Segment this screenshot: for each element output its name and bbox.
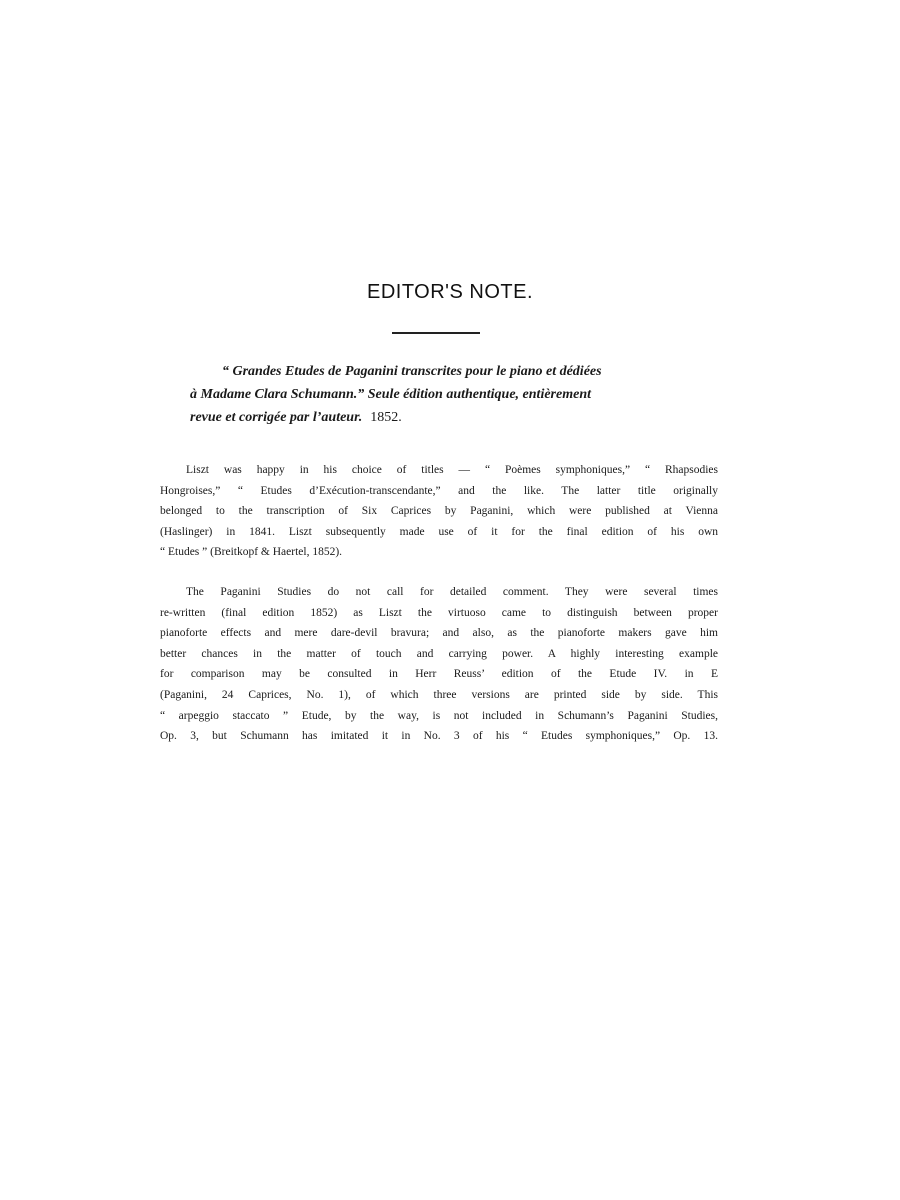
paragraph-studies <box>160 582 718 747</box>
paragraph-line: Op. 3, but Schumann has imitated it in No. 3 of his “ Etudes symphoniques,” Op. 13. <box>160 730 718 743</box>
paragraph-line: The Paganini Studies do not call for detailed comment. They were several times <box>186 586 718 598</box>
epigraph-line <box>190 406 690 429</box>
paragraph-line: Hongroises,” “ Etudes d’Exécution-transcendante,” and the like. The latter title originally <box>160 484 718 497</box>
paragraph-line: (Haslinger) in 1841. Liszt subsequently made use of it for the final edition of his own <box>160 525 718 538</box>
epigraph-line: “ Grandes Etudes de Paganini transcrites pour le piano et dédiées <box>222 364 602 379</box>
paragraph-line: for comparison may be consulted in Herr Reuss’ edition of the Etude IV. in E <box>160 668 718 681</box>
epigraph-line: à Madame Clara Schumann.” Seule édition authentique, entièrement <box>190 387 591 402</box>
paragraph-line: “ Etudes ” (Breitkopf & Haertel, 1852). <box>160 546 343 559</box>
title-divider <box>392 332 480 334</box>
paragraph-line: re-written (final edition 1852) as Liszt the virtuoso came to distinguish between proper <box>160 606 718 619</box>
paragraph-line: belonged to the transcription of Six Caprices by Paganini, which were published at Vienna <box>160 505 718 518</box>
paragraph-titles <box>160 460 718 563</box>
paragraph-line: “ arpeggio staccato ” Etude, by the way, is not included in Schumann’s Paganini Studies, <box>160 709 718 722</box>
epigraph-year: 1852. <box>370 410 402 425</box>
paragraph-line: pianoforte effects and mere dare-devil bravura; and also, as the pianoforte makers gave him <box>160 627 718 640</box>
paragraph-line: Liszt was happy in his choice of titles — “ Poèmes symphoniques,” “ Rhapsodies <box>186 464 718 476</box>
paragraph-line: better chances in the matter of touch and carrying power. A highly interesting example <box>160 647 718 660</box>
page-title: EDITOR'S NOTE. <box>366 281 534 303</box>
epigraph <box>190 360 690 429</box>
paragraph-line: (Paganini, 24 Caprices, No. 1), of which three versions are printed side by side. This <box>160 688 718 701</box>
epigraph-line-text: revue et corrigée par l’auteur. <box>190 410 363 425</box>
